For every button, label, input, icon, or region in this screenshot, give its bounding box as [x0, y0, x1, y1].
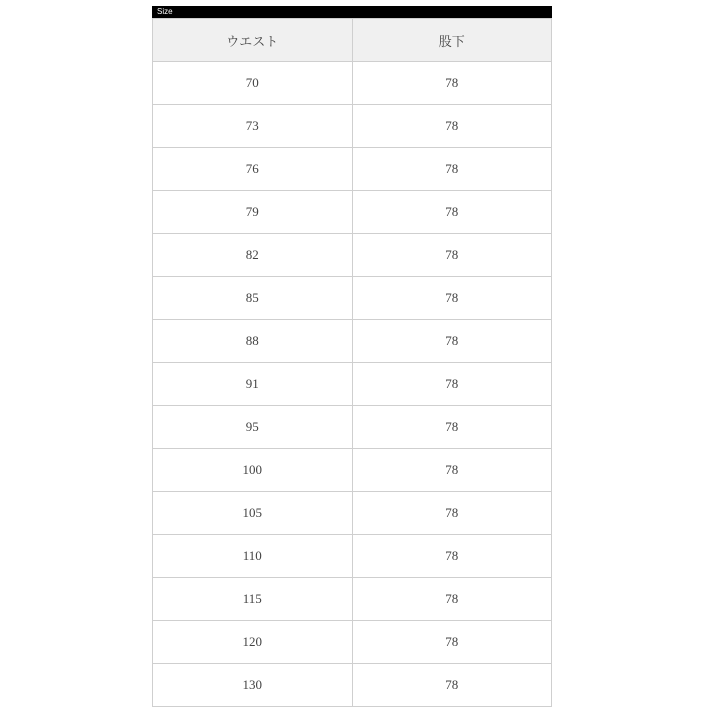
inseam-cell: 78: [352, 578, 552, 621]
inseam-cell: 78: [352, 492, 552, 535]
waist-cell: 100: [153, 449, 353, 492]
size-chart: [152, 6, 552, 707]
size-header-bar: [152, 6, 552, 18]
inseam-cell: 78: [352, 363, 552, 406]
column-header-waist: ウエスト: [153, 19, 353, 62]
waist-cell: 70: [153, 62, 353, 105]
inseam-cell: 78: [352, 320, 552, 363]
inseam-cell: 78: [352, 148, 552, 191]
waist-cell: 79: [153, 191, 353, 234]
inseam-cell: 78: [352, 664, 552, 707]
waist-cell: 95: [153, 406, 353, 449]
inseam-cell: 78: [352, 449, 552, 492]
inseam-cell: 78: [352, 406, 552, 449]
waist-cell: 85: [153, 277, 353, 320]
table-row: [153, 363, 552, 406]
table-row: [153, 62, 552, 105]
inseam-cell: 78: [352, 535, 552, 578]
table-row: [153, 578, 552, 621]
waist-cell: 115: [153, 578, 353, 621]
table-body: [153, 62, 552, 707]
waist-cell: 105: [153, 492, 353, 535]
waist-cell: 73: [153, 105, 353, 148]
waist-cell: 130: [153, 664, 353, 707]
size-header-label: Size: [157, 7, 173, 16]
waist-cell: 88: [153, 320, 353, 363]
table-header-row: [153, 19, 552, 62]
waist-cell: 76: [153, 148, 353, 191]
waist-cell: 91: [153, 363, 353, 406]
inseam-cell: 78: [352, 105, 552, 148]
inseam-cell: 78: [352, 191, 552, 234]
table-row: [153, 621, 552, 664]
size-table: [152, 18, 552, 707]
table-row: [153, 105, 552, 148]
inseam-cell: 78: [352, 621, 552, 664]
table-row: [153, 148, 552, 191]
column-header-inseam: 股下: [352, 19, 552, 62]
table-row: [153, 406, 552, 449]
table-row: [153, 535, 552, 578]
table-row: [153, 664, 552, 707]
waist-cell: 110: [153, 535, 353, 578]
inseam-cell: 78: [352, 62, 552, 105]
inseam-cell: 78: [352, 234, 552, 277]
table-row: [153, 191, 552, 234]
inseam-cell: 78: [352, 277, 552, 320]
table-row: [153, 492, 552, 535]
table-row: [153, 234, 552, 277]
table-row: [153, 277, 552, 320]
table-row: [153, 320, 552, 363]
waist-cell: 82: [153, 234, 353, 277]
table-row: [153, 449, 552, 492]
waist-cell: 120: [153, 621, 353, 664]
